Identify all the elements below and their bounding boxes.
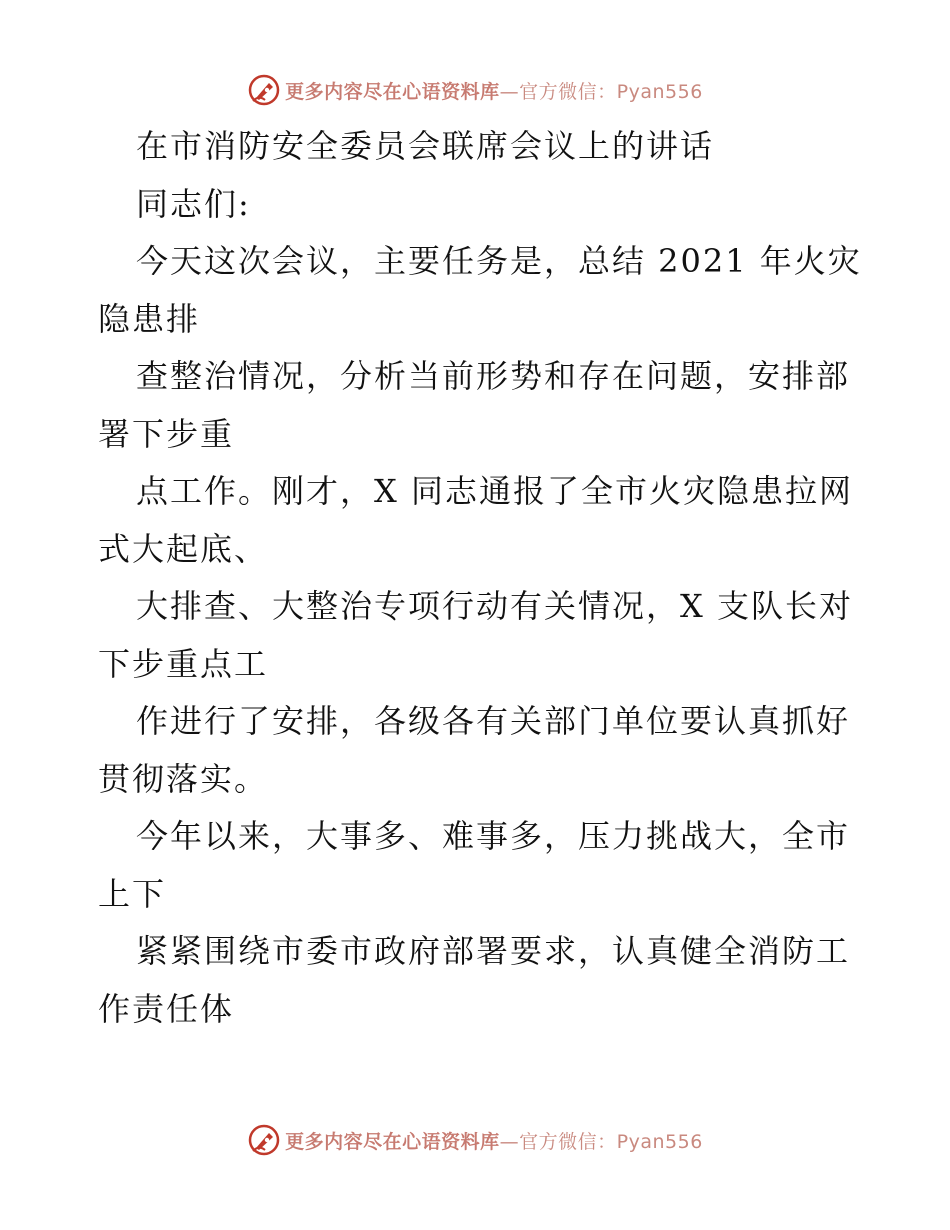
pen-nib-logo-icon xyxy=(247,73,281,107)
body-line: 上下 xyxy=(98,874,167,913)
footer-wechat-text: —官方微信：Pyan556 xyxy=(499,1130,703,1153)
body-line: 今年以来，大事多、难事多，压力挑战大，全市 xyxy=(136,817,851,855)
body-line: 下步重点工 xyxy=(98,644,269,683)
header-banner xyxy=(0,68,950,112)
body-line: 今天这次会议，主要任务是，总结 2021 年火灾 xyxy=(136,242,862,280)
body-line: 隐患排 xyxy=(98,299,201,338)
body-line: 式大起底、 xyxy=(98,529,269,568)
body-line: 贯彻落实。 xyxy=(98,759,269,798)
footer-banner xyxy=(0,1118,950,1162)
body-line: 署下步重 xyxy=(98,414,235,453)
salutation: 同志们: xyxy=(136,184,251,223)
header-banner-text xyxy=(285,77,703,104)
body-line: 点工作。刚才，X 同志通报了全市火灾隐患拉网 xyxy=(136,472,853,510)
footer-brand-text: 更多内容尽在心语资料库 xyxy=(285,1130,500,1153)
header-brand-text: 更多内容尽在心语资料库 xyxy=(285,80,500,103)
header-wechat-text: —官方微信：Pyan556 xyxy=(499,80,703,103)
document-title: 在市消防安全委员会联席会议上的讲话 xyxy=(136,127,715,165)
body-line: 作进行了安排，各级各有关部门单位要认真抓好 xyxy=(136,702,851,740)
body-line: 紧紧围绕市委市政府部署要求，认真健全消防工 xyxy=(136,932,851,970)
document-body xyxy=(98,118,862,1038)
body-line: 作责任体 xyxy=(98,989,235,1028)
body-line: 查整治情况，分析当前形势和存在问题，安排部 xyxy=(136,357,851,395)
pen-nib-logo-icon xyxy=(247,1123,281,1157)
footer-banner-text xyxy=(285,1127,703,1154)
body-line: 大排查、大整治专项行动有关情况，X 支队长对 xyxy=(136,587,853,625)
